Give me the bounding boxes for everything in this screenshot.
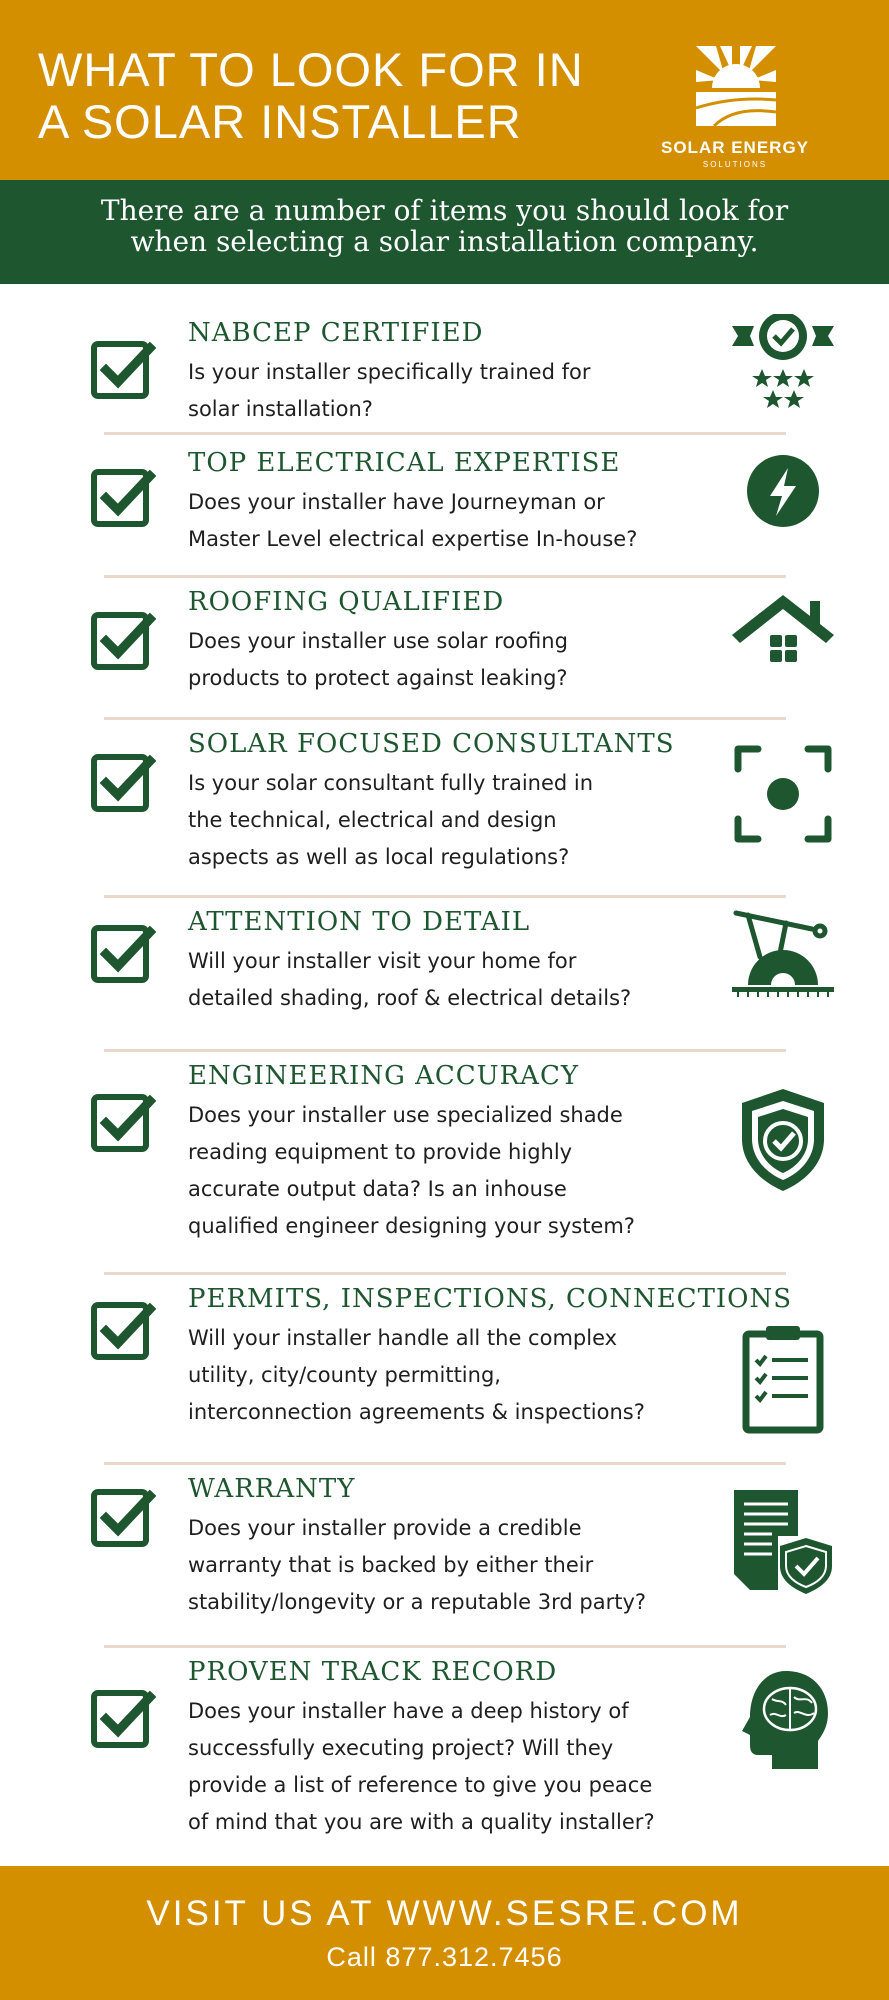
item-description <box>188 623 748 697</box>
checkbox-checked-icon <box>90 336 156 402</box>
divider <box>104 575 786 578</box>
lightning-bolt-icon <box>728 444 838 554</box>
item-line: provide a list of reference to give you peace <box>188 1773 653 1797</box>
item-line: utility, city/county permitting, <box>188 1363 501 1387</box>
phone-number[interactable]: Call 877.312.7456 <box>326 1942 563 1972</box>
checkbox-checked-icon <box>90 749 156 815</box>
item-description <box>188 943 748 1017</box>
item-title: ENGINEERING ACCURACY <box>188 1061 579 1091</box>
item-line: of mind that you are with a quality installer? <box>188 1810 655 1834</box>
item-line: Does your installer have Journeyman or <box>188 490 605 514</box>
clipboard-checklist-icon <box>728 1324 838 1434</box>
item-line: products to protect against leaking? <box>188 666 568 690</box>
intro-banner <box>0 180 889 284</box>
footer <box>0 1866 889 2000</box>
drafting-compass-icon <box>728 893 838 1003</box>
item-description <box>188 1097 748 1245</box>
shield-check-icon <box>728 1085 838 1195</box>
item-title: TOP ELECTRICAL EXPERTISE <box>188 448 621 478</box>
divider <box>104 895 786 898</box>
item-line: Master Level electrical expertise In-house? <box>188 527 638 551</box>
logo-company-subtitle: SOLUTIONS <box>702 160 768 169</box>
item-line: Does your installer use solar roofing <box>188 629 568 653</box>
checkbox-checked-icon <box>90 1297 156 1363</box>
item-title: PROVEN TRACK RECORD <box>188 1657 558 1687</box>
item-line: Does your installer use specialized shade <box>188 1103 623 1127</box>
divider <box>104 717 786 720</box>
item-title: WARRANTY <box>188 1474 356 1504</box>
item-description <box>188 1320 748 1431</box>
intro-line-2: when selecting a solar installation company. <box>130 225 759 258</box>
company-logo <box>640 44 830 174</box>
item-description <box>188 1693 748 1841</box>
item-line: warranty that is backed by either their <box>188 1553 594 1577</box>
checkbox-checked-icon <box>90 920 156 986</box>
item-line: qualified engineer designing your system? <box>188 1214 635 1238</box>
house-icon <box>728 587 838 697</box>
divider <box>104 1049 786 1052</box>
page-title <box>38 44 658 148</box>
item-title: NABCEP CERTIFIED <box>188 318 484 348</box>
award-badge-icon <box>728 314 838 424</box>
item-line: Will your installer handle all the complex <box>188 1326 618 1350</box>
divider <box>104 1272 786 1275</box>
item-title: ROOFING QUALIFIED <box>188 587 505 617</box>
item-description <box>188 1510 748 1621</box>
divider <box>104 1462 786 1465</box>
checkbox-checked-icon <box>90 1089 156 1155</box>
item-description <box>188 354 748 428</box>
item-line: Does your installer have a deep history of <box>188 1699 629 1723</box>
item-line: the technical, electrical and design <box>188 808 557 832</box>
header <box>0 0 889 180</box>
divider <box>104 1645 786 1648</box>
checkbox-checked-icon <box>90 607 156 673</box>
head-brain-icon <box>728 1665 838 1775</box>
website-link[interactable]: VISIT US AT WWW.SESRE.COM <box>146 1894 743 1933</box>
focus-target-icon <box>728 739 838 849</box>
item-description <box>188 484 748 558</box>
item-line: Will your installer visit your home for <box>188 949 577 973</box>
item-line: aspects as well as local regulations? <box>188 845 570 869</box>
item-line: successfully executing project? Will they <box>188 1736 614 1760</box>
item-line: Is your installer specifically trained for <box>188 360 591 384</box>
sunrise-logo-icon <box>694 44 778 128</box>
intro-line-1: There are a number of items you should look for <box>100 194 789 227</box>
item-title: ATTENTION TO DETAIL <box>188 907 531 937</box>
logo-company-name: SOLAR ENERGY <box>660 138 810 157</box>
item-line: Does your installer provide a credible <box>188 1516 582 1540</box>
item-line: detailed shading, roof & electrical details? <box>188 986 632 1010</box>
item-line: accurate output data? Is an inhouse <box>188 1177 567 1201</box>
item-line: reading equipment to provide highly <box>188 1140 573 1164</box>
item-line: Is your solar consultant fully trained in <box>188 771 594 795</box>
title-line-1: WHAT TO LOOK FOR IN <box>38 43 584 96</box>
item-line: interconnection agreements & inspections? <box>188 1400 645 1424</box>
item-line: solar installation? <box>188 397 373 421</box>
title-line-2: A SOLAR INSTALLER <box>38 95 522 148</box>
item-description <box>188 765 748 876</box>
divider <box>104 432 786 435</box>
item-line: stability/longevity or a reputable 3rd party? <box>188 1590 647 1614</box>
checkbox-checked-icon <box>90 1685 156 1751</box>
checkbox-checked-icon <box>90 1484 156 1550</box>
item-title: PERMITS, INSPECTIONS, CONNECTIONS <box>188 1284 793 1314</box>
item-title: SOLAR FOCUSED CONSULTANTS <box>188 729 675 759</box>
checkbox-checked-icon <box>90 464 156 530</box>
document-shield-icon <box>728 1486 838 1596</box>
